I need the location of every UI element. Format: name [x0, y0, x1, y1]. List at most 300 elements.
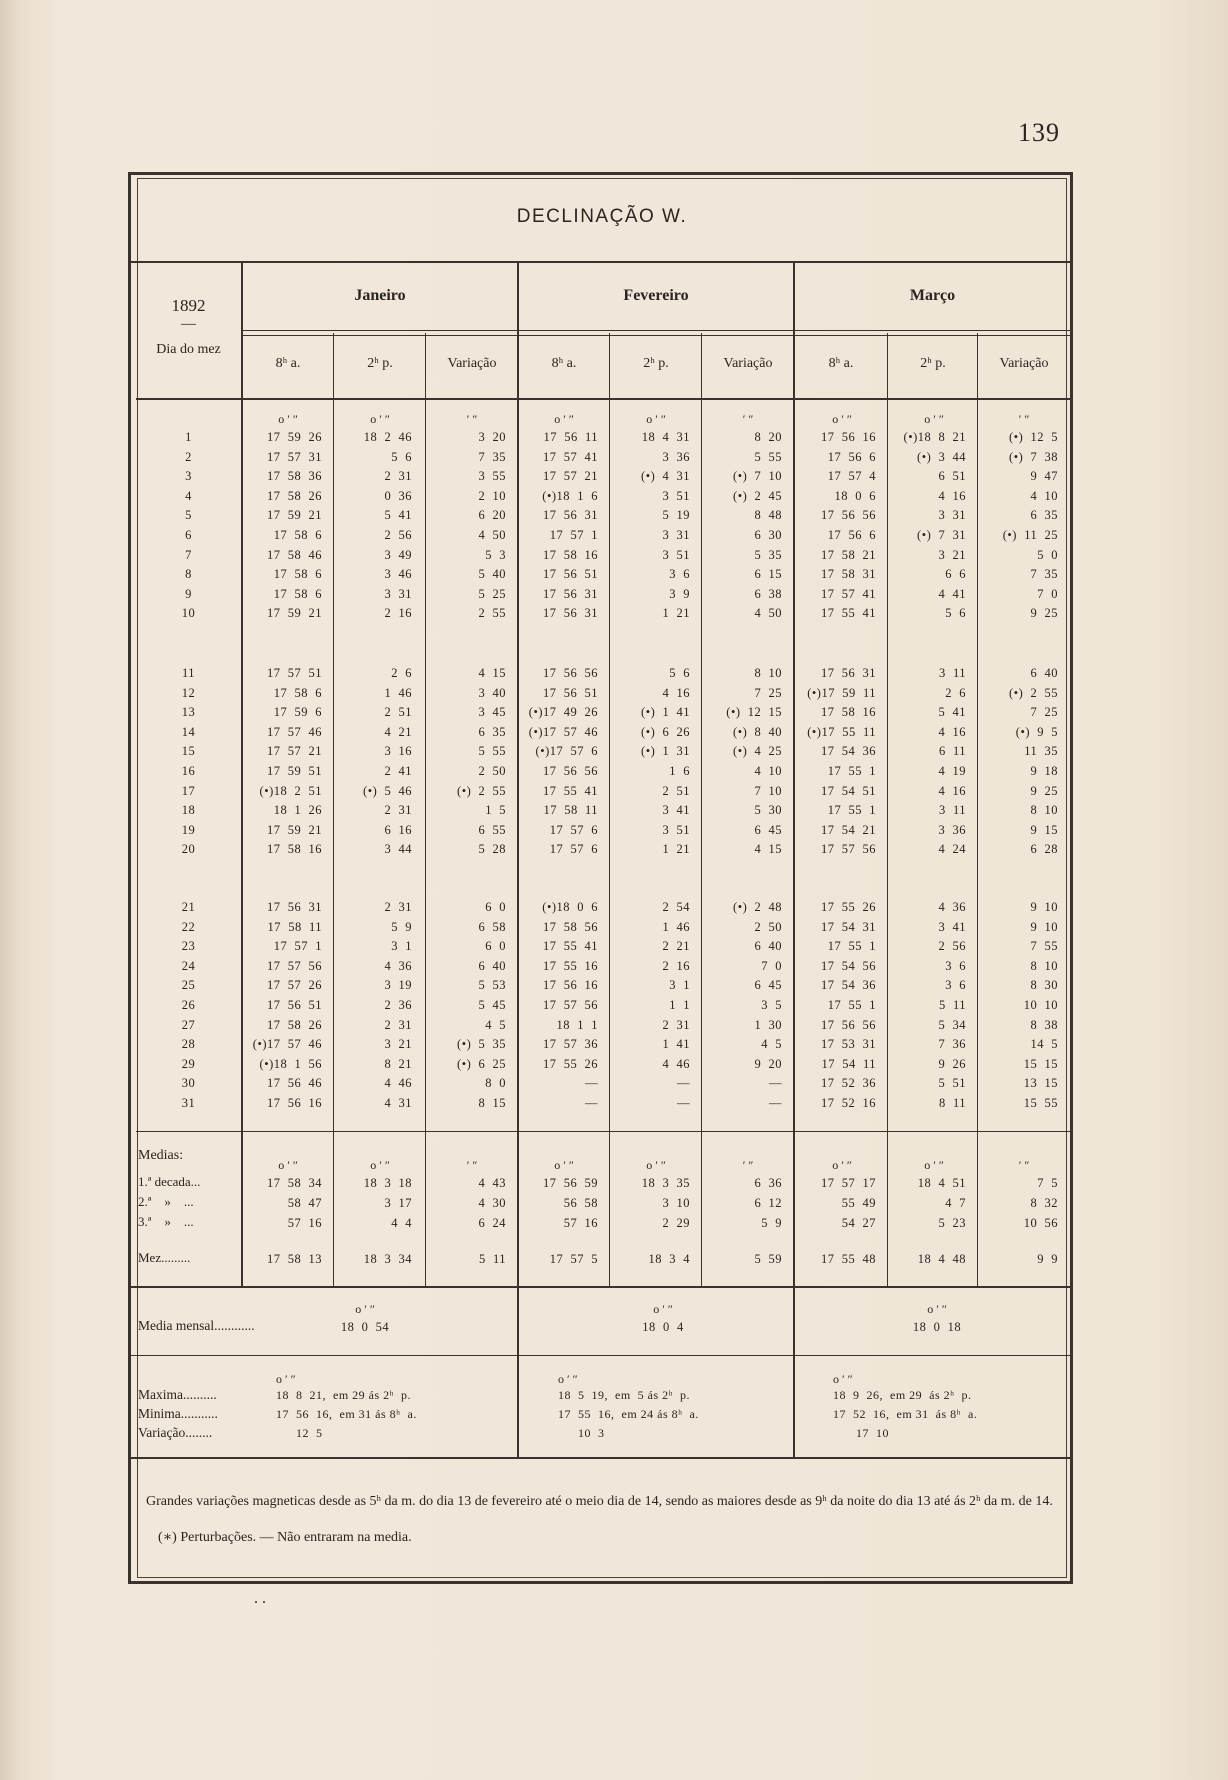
- table-cell: 1 46: [384, 685, 412, 700]
- table-cell: 4 36: [384, 958, 412, 973]
- medias-cell: 8 32: [1030, 1196, 1058, 1210]
- table-cell: 17 58 16: [543, 547, 598, 562]
- table-cell: (•) 7 38: [1009, 449, 1058, 464]
- media-mensal-label: Media mensal............: [138, 1318, 255, 1333]
- day-number: 26: [181, 998, 196, 1012]
- table-cell: 17 59 21: [267, 508, 322, 523]
- table-cell: 7 25: [754, 685, 782, 700]
- table-cell: 17 55 41: [543, 939, 598, 954]
- day-number: 5: [185, 508, 192, 523]
- table-cell: (•) 8 40: [733, 724, 782, 739]
- mensal-unit-feb: o ′ ″: [653, 1302, 673, 1316]
- medias-cell: 57 16: [563, 1216, 598, 1230]
- table-cell: 17 53 31: [821, 1037, 876, 1052]
- table-cell: 6 40: [1030, 666, 1058, 680]
- mez-cell: 5 59: [754, 1252, 782, 1266]
- table-cell: 4 46: [662, 1056, 690, 1071]
- medias-cell: 18 3 35: [641, 1176, 690, 1190]
- table-cell: —: [677, 1076, 690, 1091]
- medias-cell: 3 10: [662, 1196, 690, 1210]
- table-cell: 4 21: [384, 724, 412, 739]
- subcol-jan-2p: 2ʰ p.: [367, 356, 393, 371]
- table-cell: (•) 12 5: [1009, 430, 1058, 444]
- medias-cell: 17 58 34: [267, 1176, 322, 1190]
- table-cell: (•) 4 31: [641, 469, 690, 484]
- table-cell: 3 44: [384, 842, 412, 857]
- table-cell: 0 36: [384, 488, 412, 503]
- table-cell: 8 30: [1030, 978, 1058, 993]
- table-cell: 17 56 31: [543, 508, 598, 523]
- table-cell: 17 58 16: [267, 842, 322, 857]
- month-feb: Fevereiro: [623, 287, 689, 304]
- table-cell: —: [585, 1076, 598, 1091]
- table-cell: 2 56: [384, 528, 412, 542]
- table-cell: 3 31: [938, 508, 966, 523]
- subcol-feb-8a: 8ʰ a.: [551, 356, 577, 371]
- table-cell: 15 55: [1023, 1096, 1058, 1110]
- table-cell: 1 41: [662, 1037, 690, 1052]
- subcol-feb-var: Variação: [723, 356, 773, 371]
- table-cell: 17 55 1: [827, 939, 876, 954]
- table-cell: 2 16: [384, 606, 412, 621]
- header-unit-jan-1: o ′ ″: [370, 412, 390, 426]
- table-cell: 17 56 51: [543, 567, 598, 582]
- medias-cell: 17 57 17: [821, 1176, 876, 1190]
- table-cell: 14 5: [1030, 1037, 1058, 1052]
- table-cell: 17 58 26: [267, 1017, 322, 1032]
- table-cell: 3 46: [384, 567, 412, 582]
- table-cell: 17 57 56: [821, 842, 876, 857]
- table-cell: 8 10: [1030, 958, 1058, 973]
- day-number: 21: [181, 900, 196, 914]
- header-unit-mar-1: o ′ ″: [924, 412, 944, 426]
- table-cell: 1 21: [662, 842, 690, 857]
- table-cell: 17 57 1: [549, 528, 598, 542]
- extremos-label: Maxima..........: [138, 1387, 217, 1402]
- table-cell: 3 40: [478, 685, 506, 700]
- table-cell: 8 11: [938, 1096, 966, 1110]
- table-cell: 1 1: [669, 998, 690, 1012]
- table-cell: 4 19: [938, 764, 966, 778]
- table-cell: 18 1 1: [556, 1017, 598, 1032]
- day-number: 23: [181, 939, 196, 954]
- medias-cell: 6 36: [754, 1176, 782, 1190]
- page-number: 139: [1018, 118, 1060, 147]
- table-cell: 17 55 1: [827, 764, 876, 778]
- rule-title: [130, 261, 1070, 263]
- table-cell: 5 3: [485, 547, 506, 562]
- table-cell: 2 50: [754, 919, 782, 934]
- table-cell: 4 24: [938, 842, 966, 857]
- table-cell: 2 16: [662, 958, 690, 973]
- table-cell: 8 10: [1030, 803, 1058, 818]
- table-cell: 6 55: [478, 822, 506, 837]
- table-frame-inner: [137, 178, 1067, 1578]
- table-cell: 8 15: [478, 1096, 506, 1110]
- table-cell: 4 36: [938, 900, 966, 914]
- table-cell: 17 57 56: [543, 998, 598, 1012]
- table-cell: (•) 2 55: [1009, 685, 1058, 700]
- table-cell: 3 49: [384, 547, 412, 562]
- extremos-cell: 18 9 26, em 29 ás 2ʰ p.: [833, 1388, 972, 1402]
- table-cell: 8 21: [384, 1056, 412, 1071]
- table-cell: 17 57 1: [273, 939, 322, 954]
- medias-unit-mar-1: o ′ ″: [924, 1158, 944, 1172]
- header-unit-jan-0: o ′ ″: [278, 412, 298, 426]
- table-cell: 4 10: [1030, 488, 1058, 503]
- table-cell: 17 58 31: [821, 567, 876, 582]
- table-cell: 4 16: [662, 685, 690, 700]
- table-cell: 9 20: [754, 1056, 782, 1071]
- table-cell: 5 45: [478, 998, 506, 1012]
- medias-cell: 5 23: [938, 1216, 966, 1230]
- day-number: 18: [181, 803, 196, 818]
- table-cell: 6 45: [754, 822, 782, 837]
- medias-row-label: 2.ª » ...: [138, 1194, 194, 1209]
- header-unit-feb-1: o ′ ″: [646, 412, 666, 426]
- mez-cell: 17 57 5: [549, 1252, 598, 1266]
- table-cell: 7 0: [1037, 586, 1058, 601]
- table-cell: (•) 11 25: [1002, 528, 1058, 542]
- year-dash: —: [181, 316, 196, 332]
- table-cell: 3 51: [662, 488, 690, 503]
- day-number: 2: [185, 449, 192, 464]
- table-cell: 17 55 41: [821, 606, 876, 621]
- table-cell: 17 57 51: [267, 666, 322, 680]
- day-number: 11: [181, 666, 196, 680]
- table-cell: 11 35: [1024, 744, 1058, 759]
- table-cell: 17 56 16: [267, 1096, 322, 1110]
- subcol-feb-2p: 2ʰ p.: [643, 356, 669, 371]
- table-cell: 5 35: [754, 547, 782, 562]
- day-number: 27: [181, 1017, 196, 1032]
- table-cell: 5 41: [938, 705, 966, 720]
- table-cell: 3 5: [761, 998, 782, 1012]
- table-cell: 6 0: [485, 939, 506, 954]
- medias-cell: 3 17: [384, 1196, 412, 1210]
- table-cell: (•) 5 35: [457, 1037, 506, 1052]
- medias-cell: 4 30: [478, 1196, 506, 1210]
- day-number: 12: [181, 685, 196, 700]
- table-cell: —: [677, 1096, 690, 1110]
- month-jan: Janeiro: [354, 287, 406, 304]
- table-cell: 4 16: [938, 488, 966, 503]
- rule-medias: [136, 1131, 1070, 1132]
- table-cell: 17 58 36: [267, 469, 322, 484]
- table-cell: 4 10: [754, 764, 782, 778]
- table-cell: (•)17 59 11: [807, 685, 876, 700]
- header-unit-mar-0: o ′ ″: [832, 412, 852, 426]
- extremos-label: Variação........: [138, 1425, 213, 1440]
- header-unit-feb-0: o ′ ″: [554, 412, 574, 426]
- rule-months: [243, 330, 1070, 331]
- table-cell: 3 36: [662, 449, 690, 464]
- table-cell: (•) 12 15: [726, 705, 782, 720]
- table-cell: 4 16: [938, 724, 966, 739]
- medias-cell: 54 27: [841, 1216, 876, 1230]
- medias-cell: 2 29: [662, 1216, 690, 1230]
- medias-row-label: 1.ª decada...: [138, 1174, 201, 1189]
- table-cell: 8 48: [754, 508, 782, 523]
- table-cell: 7 55: [1030, 939, 1058, 954]
- day-number: 13: [181, 705, 196, 720]
- medias-unit-mar-2: ′ ″: [1018, 1158, 1030, 1172]
- medias-row-label: 3.ª » ...: [138, 1214, 194, 1229]
- table-cell: 3 45: [478, 705, 506, 720]
- table-cell: 6 45: [754, 978, 782, 993]
- table-cell: 15 15: [1023, 1056, 1058, 1071]
- extremos-cell: 10 3: [578, 1426, 605, 1440]
- table-cell: 17 55 41: [543, 783, 598, 798]
- table-cell: 17 57 6: [549, 822, 598, 837]
- table-cell: 2 56: [938, 939, 966, 954]
- table-cell: 17 58 21: [821, 547, 876, 562]
- month-mar: Março: [909, 287, 956, 304]
- table-cell: 17 57 21: [267, 744, 322, 759]
- table-cell: 7 36: [938, 1037, 966, 1052]
- rule-months-2: [243, 335, 1070, 336]
- table-cell: 17 56 51: [267, 998, 322, 1012]
- medias-cell: 56 58: [563, 1196, 598, 1210]
- table-cell: 17 56 11: [543, 430, 598, 444]
- table-cell: 6 38: [754, 586, 782, 601]
- note-perturbations: (∗) Perturbações. — Não entraram na media.: [158, 1530, 412, 1545]
- table-cell: 3 55: [478, 469, 506, 484]
- table-cell: 17 56 31: [821, 666, 876, 680]
- table-cell: (•) 2 45: [733, 488, 782, 503]
- header-unit-mar-2: ′ ″: [1018, 412, 1030, 426]
- table-cell: 5 6: [391, 449, 412, 464]
- table-cell: 9 26: [938, 1056, 966, 1071]
- day-number: 10: [181, 606, 196, 621]
- table-cell: 6 20: [478, 508, 506, 523]
- day-number: 1: [185, 430, 192, 444]
- table-cell: 5 40: [478, 567, 506, 582]
- medias-cell: 6 24: [478, 1216, 506, 1230]
- table-cell: (•) 6 25: [457, 1056, 506, 1071]
- table-cell: 8 10: [754, 666, 782, 680]
- medias-cell: 10 56: [1023, 1216, 1058, 1230]
- medias-cell: 57 16: [287, 1216, 322, 1230]
- medias-unit-feb-2: ′ ″: [742, 1158, 754, 1172]
- day-number: 3: [185, 469, 192, 484]
- table-cell: 2 31: [384, 1017, 412, 1032]
- table-cell: 2 36: [384, 998, 412, 1012]
- table-cell: 2 6: [391, 666, 412, 680]
- day-number: 31: [181, 1096, 196, 1110]
- table-cell: 10 10: [1023, 998, 1058, 1012]
- table-cell: (•) 2 48: [733, 900, 782, 914]
- table-cell: 5 30: [754, 803, 782, 818]
- medias-unit-jan-1: o ′ ″: [370, 1158, 390, 1172]
- table-cell: (•) 7 31: [917, 528, 966, 542]
- table-cell: 9 15: [1030, 822, 1058, 837]
- table-cell: 13 15: [1023, 1076, 1058, 1091]
- table-cell: 17 57 46: [267, 724, 322, 739]
- table-cell: 5 28: [478, 842, 506, 857]
- table-cell: 5 34: [938, 1017, 966, 1032]
- extremos-cell: 17 55 16, em 24 ás 8ʰ a.: [558, 1407, 699, 1421]
- medias-cell: 17 56 59: [543, 1176, 598, 1190]
- table-cell: 6 40: [478, 958, 506, 973]
- table-cell: 3 21: [384, 1037, 412, 1052]
- table-cell: 5 55: [754, 449, 782, 464]
- table-cell: 17 56 51: [543, 685, 598, 700]
- table-cell: 5 51: [938, 1076, 966, 1091]
- table-cell: 17 56 31: [543, 586, 598, 601]
- table-cell: 4 15: [754, 842, 782, 857]
- table-cell: 7 25: [1030, 705, 1058, 720]
- table-cell: 4 16: [938, 783, 966, 798]
- table-cell: 17 57 41: [821, 586, 876, 601]
- table-cell: 9 25: [1030, 783, 1058, 798]
- day-number: 28: [181, 1037, 196, 1052]
- medias-cell: 58 47: [287, 1196, 322, 1210]
- table-title: DECLINAÇÃO W.: [516, 206, 688, 227]
- table-cell: 17 54 21: [821, 822, 876, 837]
- table-cell: 17 57 56: [267, 958, 322, 973]
- table-cell: 17 58 11: [543, 803, 598, 818]
- subcol-jan-var: Variação: [447, 356, 497, 371]
- table-cell: 3 16: [384, 744, 412, 759]
- table-cell: 17 59 51: [267, 764, 322, 778]
- table-cell: 17 58 46: [267, 547, 322, 562]
- extremos-cell: 17 52 16, em 31 ás 8ʰ a.: [833, 1407, 978, 1421]
- table-cell: 2 41: [384, 764, 412, 778]
- table-cell: 18 4 31: [641, 430, 690, 444]
- table-cell: 2 31: [384, 803, 412, 818]
- table-cell: 17 57 41: [543, 449, 598, 464]
- day-number: 6: [185, 528, 192, 542]
- table-cell: 3 6: [945, 978, 966, 993]
- table-cell: 7 10: [754, 783, 782, 798]
- table-cell: (•) 1 41: [641, 705, 690, 720]
- table-cell: 3 51: [662, 822, 690, 837]
- table-cell: 17 56 46: [267, 1076, 322, 1091]
- table-cell: 4 50: [754, 606, 782, 621]
- table-cell: 3 41: [662, 803, 690, 818]
- table-cell: 3 41: [938, 919, 966, 934]
- table-cell: 17 56 56: [543, 764, 598, 778]
- table-cell: 8 38: [1030, 1017, 1058, 1032]
- header-unit-feb-2: ′ ″: [742, 412, 754, 426]
- table-cell: 17 55 26: [821, 900, 876, 914]
- day-number: 25: [181, 978, 196, 993]
- table-cell: 8 20: [754, 430, 782, 444]
- table-cell: 17 59 21: [267, 606, 322, 621]
- medias-cell: 6 12: [754, 1196, 782, 1210]
- extremos-cell: 18 8 21, em 29 ás 2ʰ p.: [276, 1388, 412, 1402]
- medias-cell: 4 4: [391, 1216, 412, 1230]
- table-cell: 4 5: [761, 1037, 782, 1052]
- table-cell: 1 21: [662, 606, 690, 621]
- mensal-unit-mar: o ′ ″: [927, 1302, 947, 1316]
- year-label: 1892: [171, 296, 206, 315]
- table-cell: 17 56 6: [827, 528, 876, 542]
- table-cell: 17 58 11: [267, 919, 322, 934]
- day-number: 24: [181, 958, 196, 973]
- table-cell: 17 55 16: [543, 958, 598, 973]
- extremos-unit-jan: o ′ ″: [276, 1372, 296, 1386]
- table-cell: (•)17 57 46: [252, 1037, 322, 1052]
- table-cell: 3 6: [945, 958, 966, 973]
- table-cell: 17 52 16: [821, 1096, 876, 1110]
- table-cell: (•)18 8 21: [903, 430, 966, 444]
- table-cell: (•) 3 44: [917, 449, 966, 464]
- medias-cell: 18 3 18: [363, 1176, 412, 1190]
- table-cell: (•)18 0 6: [542, 900, 598, 914]
- extremos-cell: 18 5 19, em 5 ás 2ʰ p.: [558, 1388, 691, 1402]
- table-cell: 6 30: [754, 528, 782, 542]
- table-cell: 5 19: [662, 508, 690, 523]
- table-cell: 2 31: [662, 1017, 690, 1032]
- day-number: 17: [181, 783, 196, 798]
- medias-unit-feb-1: o ′ ″: [646, 1158, 666, 1172]
- table-cell: 4 15: [478, 666, 506, 680]
- rule-extremos: [130, 1457, 1070, 1459]
- table-cell: 17 54 11: [821, 1056, 876, 1071]
- table-cell: 5 0: [1037, 547, 1058, 562]
- day-number: 20: [181, 842, 196, 857]
- table-cell: 17 55 1: [827, 998, 876, 1012]
- medias-label: Medias:: [138, 1148, 184, 1163]
- extremos-cell: 12 5: [296, 1426, 323, 1440]
- media-mensal-mar: 18 0 18: [912, 1320, 962, 1334]
- mez-label: Mez.........: [138, 1250, 191, 1265]
- table-cell: 18 0 6: [834, 488, 876, 503]
- day-number: 30: [181, 1076, 196, 1091]
- day-number: 15: [181, 744, 196, 759]
- medias-cell: 55 49: [841, 1196, 876, 1210]
- table-cell: 17 59 21: [267, 822, 322, 837]
- table-cell: 3 31: [662, 528, 690, 542]
- table-cell: (•)17 57 46: [528, 724, 598, 739]
- table-cell: 17 58 6: [273, 586, 322, 601]
- table-cell: (•) 2 55: [457, 783, 506, 798]
- table-cell: 2 54: [662, 900, 690, 914]
- media-mensal-feb: 18 0 4: [642, 1320, 684, 1334]
- day-number: 8: [185, 567, 192, 582]
- table-cell: 9 18: [1030, 764, 1058, 778]
- table-cell: 17 55 1: [827, 803, 876, 818]
- table-cell: 17 57 26: [267, 978, 322, 993]
- day-number: 29: [181, 1056, 196, 1071]
- table-cell: 7 0: [761, 958, 782, 973]
- subcol-mar-2p: 2ʰ p.: [920, 356, 946, 371]
- table-cell: 17 57 36: [543, 1037, 598, 1052]
- table-cell: 17 54 56: [821, 958, 876, 973]
- table-cell: 3 19: [384, 978, 412, 993]
- table-cell: 17 57 31: [267, 449, 322, 464]
- medias-cell: 4 43: [478, 1176, 506, 1190]
- extremos-unit-feb: o ′ ″: [558, 1372, 578, 1386]
- medias-unit-jan-0: o ′ ″: [278, 1158, 298, 1172]
- table-cell: (•) 9 5: [1015, 724, 1058, 739]
- table-cell: 3 20: [478, 430, 506, 444]
- table-cell: 17 59 26: [267, 430, 322, 444]
- table-cell: 17 58 6: [273, 528, 322, 542]
- table-cell: 17 58 56: [543, 919, 598, 934]
- table-cell: 2 31: [384, 469, 412, 484]
- media-mensal-jan: 18 0 54: [340, 1320, 390, 1334]
- header-unit-jan-2: ′ ″: [466, 412, 478, 426]
- table-cell: 17 56 56: [543, 666, 598, 680]
- table-cell: (•) 7 10: [733, 469, 782, 484]
- mez-cell: 17 58 13: [267, 1252, 322, 1266]
- table-cell: (•) 6 26: [641, 724, 690, 739]
- table-cell: 6 35: [478, 724, 506, 739]
- table-cell: 17 54 31: [821, 919, 876, 934]
